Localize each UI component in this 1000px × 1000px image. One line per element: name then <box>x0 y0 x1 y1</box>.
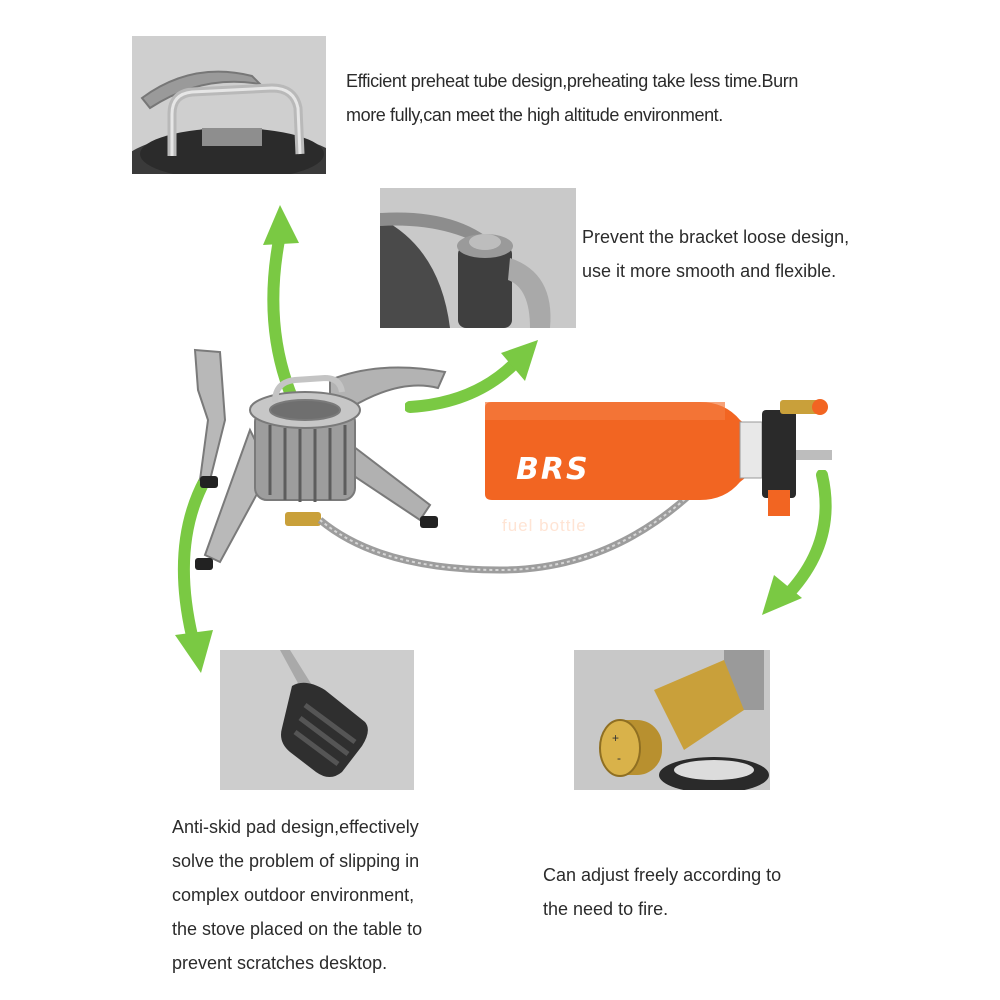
bracket-caption-line2: use it more smooth and flexible. <box>582 261 837 281</box>
preheat-caption <box>346 64 798 132</box>
adjust-caption <box>543 858 781 926</box>
anti-skid-pad-illustration <box>220 650 414 790</box>
preheat-tube-photo <box>132 36 326 174</box>
flame-valve-photo <box>574 650 770 790</box>
bracket-caption <box>582 220 849 288</box>
anti-skid-caption-line5: prevent scratches desktop. <box>172 953 388 973</box>
svg-text:-: - <box>617 751 621 765</box>
svg-text:+: + <box>612 731 620 745</box>
preheat-caption-line1: Efficient preheat tube design,preheating take less time.Burn <box>346 71 798 91</box>
bracket-photo <box>380 188 576 328</box>
anti-skid-caption <box>172 810 422 980</box>
stove-product-illustration <box>180 330 840 590</box>
preheat-tube-illustration <box>132 36 326 174</box>
anti-skid-pad-photo <box>220 650 414 790</box>
adjust-caption-line2: the need to fire. <box>543 899 669 919</box>
flame-valve-illustration <box>574 650 770 790</box>
bottle-label: fuel bottle <box>502 516 587 535</box>
stove-body <box>195 350 445 562</box>
bottle-brand: BRS <box>516 452 590 487</box>
adjust-caption-line1: Can adjust freely according to <box>543 865 782 885</box>
bracket-caption-line1: Prevent the bracket loose design, <box>582 227 850 247</box>
anti-skid-caption-line1: Anti-skid pad design,effectively <box>172 817 419 837</box>
bracket-illustration <box>380 188 576 328</box>
anti-skid-caption-line2: solve the problem of slipping in <box>172 851 420 871</box>
preheat-caption-line2: more fully,can meet the high altitude environment. <box>346 105 723 125</box>
anti-skid-caption-line4: the stove placed on the table to <box>172 919 423 939</box>
anti-skid-caption-line3: complex outdoor environment, <box>172 885 415 905</box>
